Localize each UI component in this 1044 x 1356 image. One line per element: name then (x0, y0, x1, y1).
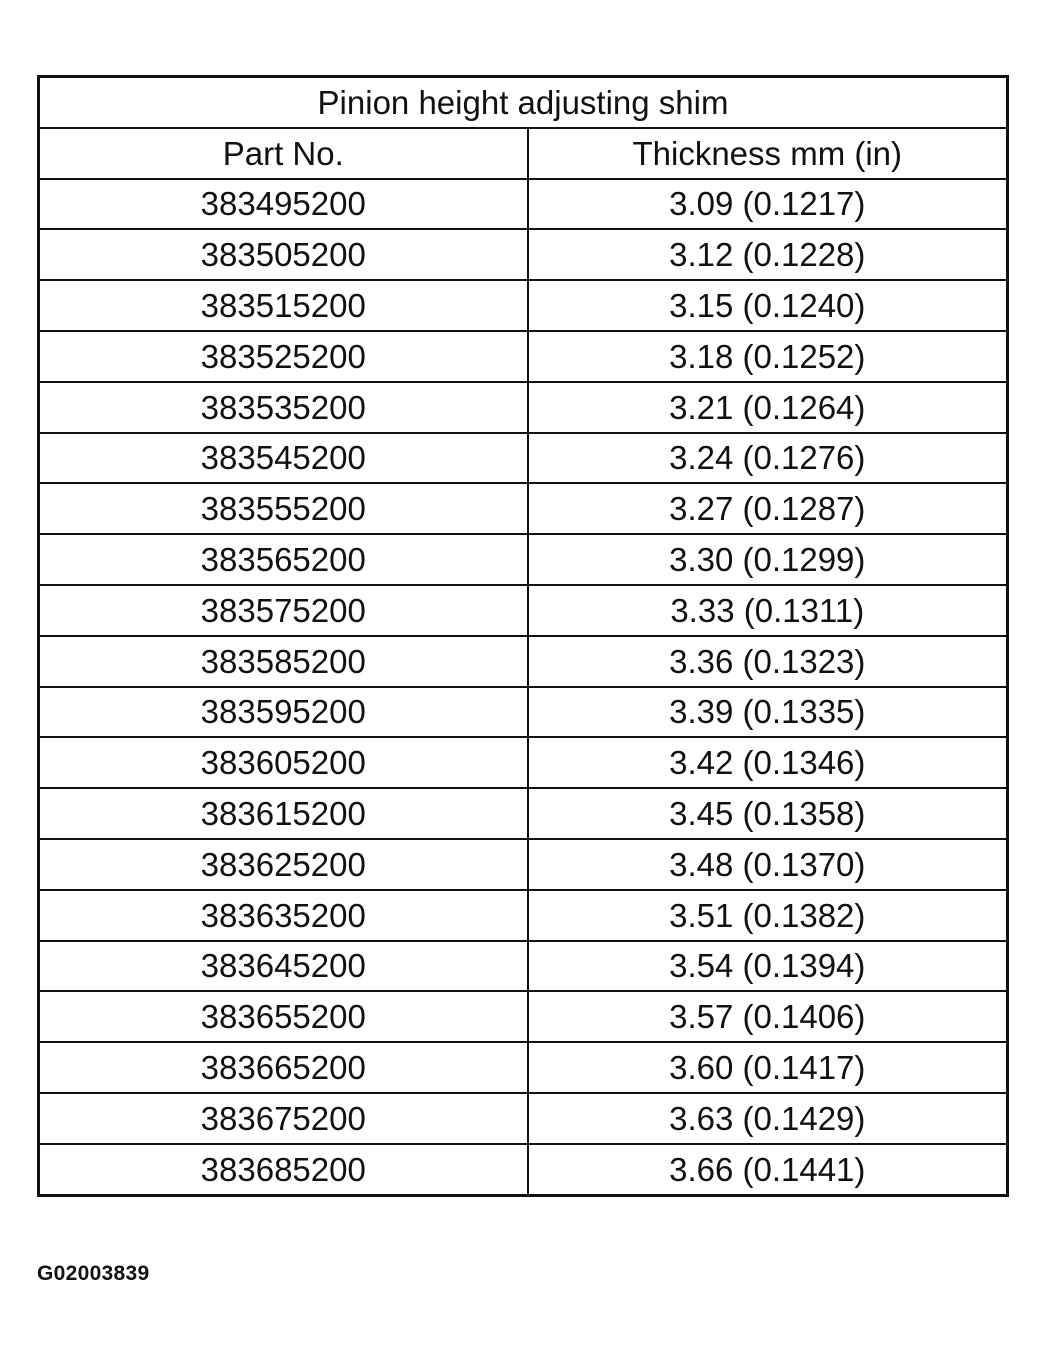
thickness-cell: 3.33 (0.1311) (528, 585, 1008, 636)
part-number-cell: 383595200 (39, 687, 528, 738)
part-number-cell: 383675200 (39, 1093, 528, 1144)
thickness-cell: 3.36 (0.1323) (528, 636, 1008, 687)
thickness-cell: 3.63 (0.1429) (528, 1093, 1008, 1144)
table-title: Pinion height adjusting shim (39, 77, 1008, 128)
part-number-cell: 383575200 (39, 585, 528, 636)
thickness-cell: 3.66 (0.1441) (528, 1144, 1008, 1195)
shim-table (37, 75, 1009, 1197)
thickness-cell: 3.27 (0.1287) (528, 483, 1008, 534)
part-number-cell: 383495200 (39, 179, 528, 230)
part-number-cell: 383605200 (39, 737, 528, 788)
table-row (39, 991, 1008, 1042)
thickness-cell: 3.24 (0.1276) (528, 433, 1008, 484)
part-number-cell: 383685200 (39, 1144, 528, 1195)
part-number-cell: 383555200 (39, 483, 528, 534)
part-number-cell: 383615200 (39, 788, 528, 839)
table-row (39, 382, 1008, 433)
thickness-cell: 3.12 (0.1228) (528, 229, 1008, 280)
part-number-cell: 383505200 (39, 229, 528, 280)
thickness-cell: 3.39 (0.1335) (528, 687, 1008, 738)
table-title-row (39, 77, 1008, 128)
thickness-cell: 3.09 (0.1217) (528, 179, 1008, 230)
table-row (39, 636, 1008, 687)
table-body (39, 179, 1008, 1195)
table-row (39, 839, 1008, 890)
part-number-cell: 383645200 (39, 941, 528, 992)
table-row (39, 890, 1008, 941)
table-row (39, 1093, 1008, 1144)
table-row (39, 179, 1008, 230)
part-number-cell: 383565200 (39, 534, 528, 585)
table-row (39, 280, 1008, 331)
thickness-cell: 3.21 (0.1264) (528, 382, 1008, 433)
part-number-cell: 383545200 (39, 433, 528, 484)
table-row (39, 737, 1008, 788)
thickness-cell: 3.51 (0.1382) (528, 890, 1008, 941)
thickness-cell: 3.54 (0.1394) (528, 941, 1008, 992)
thickness-cell: 3.60 (0.1417) (528, 1042, 1008, 1093)
thickness-cell: 3.30 (0.1299) (528, 534, 1008, 585)
table-header-row (39, 128, 1008, 179)
part-number-cell: 383515200 (39, 280, 528, 331)
thickness-cell: 3.42 (0.1346) (528, 737, 1008, 788)
part-number-cell: 383625200 (39, 839, 528, 890)
thickness-cell: 3.48 (0.1370) (528, 839, 1008, 890)
column-header-thickness: Thickness mm (in) (528, 128, 1008, 179)
part-number-cell: 383665200 (39, 1042, 528, 1093)
table-row (39, 229, 1008, 280)
table-row (39, 941, 1008, 992)
table-row (39, 433, 1008, 484)
part-number-cell: 383525200 (39, 331, 528, 382)
table-row (39, 534, 1008, 585)
thickness-cell: 3.15 (0.1240) (528, 280, 1008, 331)
table-row (39, 1144, 1008, 1195)
table-row (39, 483, 1008, 534)
column-header-part-no: Part No. (39, 128, 528, 179)
table-row (39, 585, 1008, 636)
part-number-cell: 383585200 (39, 636, 528, 687)
thickness-cell: 3.18 (0.1252) (528, 331, 1008, 382)
thickness-cell: 3.57 (0.1406) (528, 991, 1008, 1042)
part-number-cell: 383535200 (39, 382, 528, 433)
part-number-cell: 383635200 (39, 890, 528, 941)
table-row (39, 687, 1008, 738)
table-row (39, 1042, 1008, 1093)
table-row (39, 331, 1008, 382)
table-row (39, 788, 1008, 839)
part-number-cell: 383655200 (39, 991, 528, 1042)
thickness-cell: 3.45 (0.1358) (528, 788, 1008, 839)
figure-code: G02003839 (37, 1262, 150, 1285)
